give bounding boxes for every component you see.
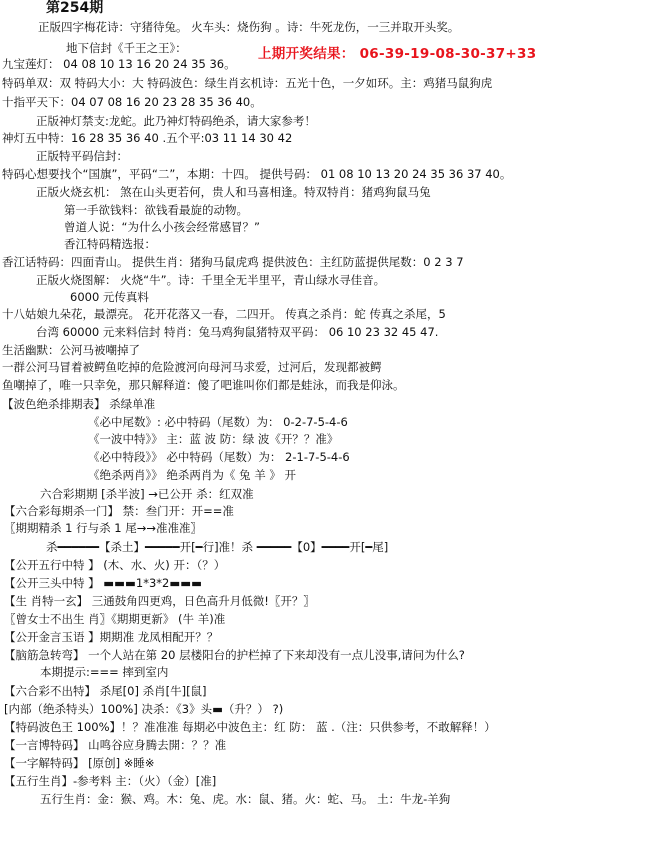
text-line: [内部（绝杀特头）100%] 决杀：《3》头▬（升？） ?)	[4, 702, 284, 716]
text-line: 六合彩期期 [杀半波] →已公开 杀：红双准	[40, 487, 254, 501]
text-line: 特码心想要找个“国旗”，平码“二”，本期：十四。 提供号码： 01 08 10 13 20 24 35 36 37 40。	[2, 167, 512, 181]
text-line: 五行生肖：金：猴、鸡。木：兔、虎。水：鼠、猪。火：蛇、马。 土：牛龙-羊狗	[40, 792, 451, 806]
text-line: 【公开三头中特 】 ▬▬▬1*3*2▬▬▬	[4, 576, 202, 590]
text-line: 【五行生肖】-参考料 主：（火）（金）[准]	[4, 774, 217, 788]
text-line: 【脑筋急转弯】 一个人站在第 20 层楼阳台的护栏掉了下来却没有一点儿没事,请问为什么?	[4, 648, 465, 662]
text-line: 神灯五中特：16 28 35 36 40 .五个平:03 11 14 30 42	[2, 131, 293, 145]
last-draw-result: 上期开奖结果： 06-39-19-08-30-37+33	[258, 46, 537, 62]
text-line: 【一言博特码】 山鸣谷应身腾去開：？？准	[4, 738, 227, 752]
text-line: 香江特码精选报：	[64, 237, 156, 251]
text-line: 十指平天下：04 07 08 16 20 23 28 35 36 40。	[2, 95, 262, 109]
text-line: 【六合彩每期杀一门】 禁：叁门开：开==准	[4, 504, 234, 518]
text-line: 【公开五行中特 】 (木、水、火) 开：（？）	[4, 558, 226, 572]
text-line: 正版特平码信封：	[36, 149, 128, 163]
text-line: 【公开金言玉语 】期期准 龙凤相配开？？	[4, 630, 219, 644]
text-line: 【六合彩不出特】 杀尾[0] 杀肖[牛][鼠]	[4, 684, 207, 698]
text-line: 香江话特码：四面青山。 提供生肖：猪狗马鼠虎鸡 提供波色：主红防蓝提供尾数：0 2 3 7	[2, 255, 464, 269]
text-line: 九宝莲灯： 04 08 10 13 16 20 24 35 36。	[2, 57, 236, 71]
text-line: 生活幽默：公河马被嘲掉了	[2, 343, 140, 357]
text-line: 〖曾女士不出生 肖〗《期期更新》 (牛 羊)准	[4, 612, 226, 626]
text-line: 【特码波色王 100%】！？准准准 每期必中波色主：红 防： 蓝 .（注：只供参考，不敢解释！）	[4, 720, 496, 734]
text-line: 特码单双：双 特码大小：大 特码波色：绿生肖玄机诗：五光十色，一夕如环。主：鸡猪马鼠狗虎	[2, 76, 493, 90]
text-line: 正版神灯禁支:龙蛇。此乃神灯特码绝杀，请大家参考！	[36, 114, 316, 128]
text-line: 十八姑娘九朵花，最漂亮。 花开花落又一春，二四开。 传真之杀肖：蛇 传真之杀尾，5	[2, 307, 446, 321]
text-line: 【波色绝杀排期表】 杀绿单准	[2, 397, 156, 411]
text-line: 地下信封《千王之王》：	[66, 41, 187, 55]
text-line: 正版火烧图解： 火烧“牛”。诗：千里全无半里平，青山绿水寻佳音。	[36, 273, 386, 287]
text-line: 本期提示:=== 摔到室内	[40, 665, 169, 679]
text-line: 【一字解特码】 [原创] ※睡※	[4, 756, 155, 770]
text-line: 〖期期精杀 1 行与杀 1 尾→→准准准〗	[4, 521, 203, 535]
text-line: 《绝杀两肖》》 绝杀两肖为《 兔 羊 》 开	[88, 468, 297, 482]
text-line: 台湾 60000 元来料信封 特肖：兔马鸡狗鼠猪特双平码： 06 10 23 32 45 47.	[36, 325, 439, 339]
text-line: 《必中尾数》: 必中特码（尾数）为： 0-2-7-5-4-6	[88, 415, 348, 429]
text-line: 杀━━━━━━【杀土】━━━━━开[━行]准！杀 ━━━━━【0】━━━━开[━尾]	[46, 540, 389, 554]
text-line: 曾道人说：“为什么小孩会经常感冒？”	[64, 220, 260, 234]
text-line: 《必中特段》》 必中特码（尾数）为： 2-1-7-5-4-6	[88, 450, 350, 464]
page-title: 第254期	[46, 0, 104, 16]
text-line: 《一波中特》》 主：蓝 波 防：绿 波《开？？准》	[88, 432, 339, 446]
text-line: 第一手欲钱料：欲钱看最旋的动物。	[64, 203, 248, 217]
text-line: 6000 元传真料	[70, 290, 149, 304]
text-line: 正版四字梅花诗：守猪待兔。 火车头：烧伤狗 。诗：牛死龙伤，一三并取开头奖。	[38, 20, 460, 34]
text-line: 正版火烧玄机： 煞在山头更若何，贵人和马喜相逢。特双特肖：猪鸡狗鼠马兔	[36, 185, 431, 199]
text-line: 鱼嘲掉了，唯一只幸免，那只解释道：傻了吧谁叫你们都是蛙泳，而我是仰泳。	[2, 378, 405, 392]
text-line: 【生 肖特一玄】 三通鼓角四更鸡，日色高升月低微!〖开？〗	[4, 594, 315, 608]
text-line: 一群公河马冒着被鳄鱼吃掉的危险渡河向母河马求爱，过河后，发现都被鳄	[2, 360, 382, 374]
